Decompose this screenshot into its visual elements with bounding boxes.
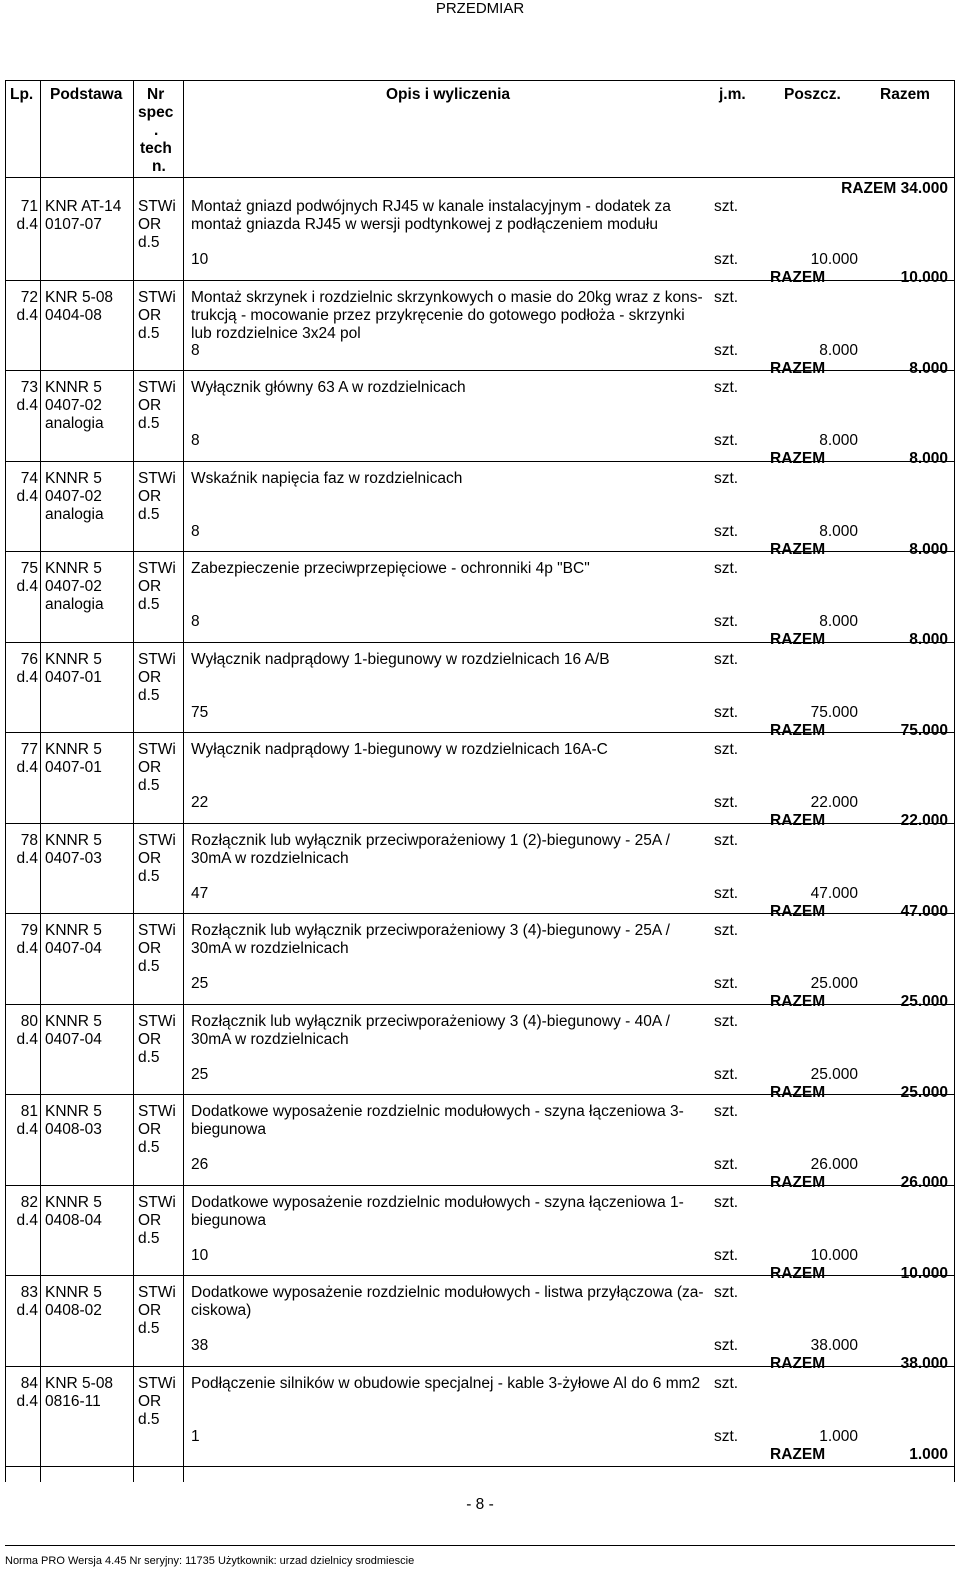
item-spec: d.5 xyxy=(138,1320,160,1338)
total-label: RAZEM xyxy=(770,1446,826,1463)
item-number-suffix: d.4 xyxy=(16,669,38,687)
item-description: Wyłącznik nadprądowy 1-biegunowy w rozdzielnicach 16 A/B xyxy=(191,651,610,668)
row-separator xyxy=(5,1366,955,1367)
partial-quantity: 47.000 xyxy=(810,885,858,902)
row-separator xyxy=(5,732,955,733)
calc-quantity: 25 xyxy=(191,975,209,992)
total-label: RAZEM xyxy=(770,1265,826,1282)
item-spec: STWi xyxy=(138,560,176,577)
item-basis: KNNR 5 xyxy=(45,1013,102,1030)
item-description: Rozłącznik lub wyłącznik przeciwporażeniowy 3 (4)-biegunowy - 25A / xyxy=(191,922,670,939)
total-label: RAZEM xyxy=(770,541,826,558)
item-number: 82 xyxy=(20,1194,38,1211)
item-spec: d.5 xyxy=(138,325,160,343)
item-number-suffix: d.4 xyxy=(16,850,38,868)
total-value: 25.000 xyxy=(900,993,948,1010)
item-spec: STWi xyxy=(138,651,176,668)
item-number: 71 xyxy=(20,198,38,215)
row-separator xyxy=(5,913,955,914)
item-number: 77 xyxy=(20,741,38,758)
total-label: RAZEM xyxy=(770,812,826,829)
item-spec: STWi xyxy=(138,470,176,487)
partial-quantity: 26.000 xyxy=(810,1156,858,1173)
total-value: 25.000 xyxy=(900,1084,948,1101)
previous-total: RAZEM 34.000 xyxy=(841,180,948,197)
item-unit: szt. xyxy=(714,651,739,668)
item-spec: STWi xyxy=(138,379,176,396)
item-unit: szt. xyxy=(714,470,739,487)
calc-quantity: 8 xyxy=(191,432,200,449)
total-value: 10.000 xyxy=(900,1265,948,1282)
item-number: 72 xyxy=(20,289,38,306)
total-label: RAZEM xyxy=(770,903,826,920)
item-spec: d.5 xyxy=(138,687,160,705)
calc-quantity: 22 xyxy=(191,794,209,811)
total-label: RAZEM xyxy=(770,1174,826,1191)
item-description: biegunowa xyxy=(191,1212,266,1230)
item-number-suffix: d.4 xyxy=(16,307,38,325)
item-basis: 0407-03 xyxy=(45,850,102,868)
item-spec: STWi xyxy=(138,1103,176,1120)
calc-quantity: 10 xyxy=(191,251,209,268)
item-basis: KNNR 5 xyxy=(45,1194,102,1211)
total-value: 10.000 xyxy=(900,269,948,286)
item-number: 78 xyxy=(20,832,38,849)
calc-quantity: 1 xyxy=(191,1428,200,1445)
item-spec: d.5 xyxy=(138,1139,160,1157)
item-spec: OR xyxy=(138,1302,162,1320)
item-basis: KNNR 5 xyxy=(45,470,102,487)
page-number: - 8 - xyxy=(466,1496,494,1513)
item-description: Wyłącznik nadprądowy 1-biegunowy w rozdzielnicach 16A-C xyxy=(191,741,608,758)
item-spec: OR xyxy=(138,850,162,868)
row-separator xyxy=(5,823,955,824)
item-description: 30mA w rozdzielnicach xyxy=(191,1031,349,1049)
calc-unit: szt. xyxy=(714,885,739,902)
item-description: Wskaźnik napięcia faz w rozdzielnicach xyxy=(191,470,463,487)
item-description: Wyłącznik główny 63 A w rozdzielnicach xyxy=(191,379,466,396)
item-number-suffix: d.4 xyxy=(16,1393,38,1411)
item-basis: KNR 5-08 xyxy=(45,289,114,306)
item-spec: OR xyxy=(138,1121,162,1139)
calc-unit: szt. xyxy=(714,1156,739,1173)
item-spec: d.5 xyxy=(138,506,160,524)
item-basis: KNNR 5 xyxy=(45,560,102,577)
item-description: Podłączenie silników w obudowie specjalnej - kable 3-żyłowe Al do 6 mm2 xyxy=(191,1375,701,1392)
item-unit: szt. xyxy=(714,922,739,939)
partial-quantity: 8.000 xyxy=(819,432,858,449)
total-label: RAZEM xyxy=(770,722,826,739)
partial-quantity: 25.000 xyxy=(810,1066,858,1083)
item-description: Montaż skrzynek i rozdzielnic skrzynkowych o masie do 20kg wraz z kons- xyxy=(191,289,703,306)
item-spec: d.5 xyxy=(138,868,160,886)
calc-unit: szt. xyxy=(714,1247,739,1264)
item-spec: OR xyxy=(138,759,162,777)
item-basis: KNR 5-08 xyxy=(45,1375,114,1392)
header-lp: Lp. xyxy=(10,86,34,103)
calc-unit: szt. xyxy=(714,432,739,449)
row-separator xyxy=(5,1466,955,1467)
calc-unit: szt. xyxy=(714,523,739,540)
row-separator xyxy=(5,1094,955,1095)
item-basis: analogia xyxy=(45,506,104,524)
calc-unit: szt. xyxy=(714,1066,739,1083)
item-description: Zabezpieczenie przeciwprzepięciowe - ochronniki 4p "BC" xyxy=(191,560,590,577)
total-value: 1.000 xyxy=(909,1446,948,1463)
partial-quantity: 22.000 xyxy=(810,794,858,811)
item-number-suffix: d.4 xyxy=(16,1212,38,1230)
item-basis: 0407-01 xyxy=(45,759,102,777)
item-description: lub rozdzielnice 3x24 pol xyxy=(191,325,361,343)
item-number: 74 xyxy=(20,470,38,487)
calc-unit: szt. xyxy=(714,342,739,359)
item-spec: STWi xyxy=(138,1284,176,1301)
total-value: 8.000 xyxy=(909,450,948,467)
partial-quantity: 8.000 xyxy=(819,342,858,359)
item-number: 80 xyxy=(20,1013,38,1030)
item-spec: STWi xyxy=(138,922,176,939)
calc-quantity: 38 xyxy=(191,1337,209,1354)
total-value: 8.000 xyxy=(909,631,948,648)
partial-quantity: 10.000 xyxy=(810,251,858,268)
item-number: 79 xyxy=(20,922,38,939)
total-value: 75.000 xyxy=(900,722,948,739)
item-basis: 0407-04 xyxy=(45,1031,102,1049)
item-number-suffix: d.4 xyxy=(16,397,38,415)
item-basis: KNNR 5 xyxy=(45,922,102,939)
item-number: 81 xyxy=(20,1103,38,1120)
item-number: 84 xyxy=(20,1375,38,1392)
item-number-suffix: d.4 xyxy=(16,1121,38,1139)
item-number: 83 xyxy=(20,1284,38,1301)
item-basis: 0107-07 xyxy=(45,216,102,234)
calc-unit: szt. xyxy=(714,794,739,811)
item-unit: szt. xyxy=(714,741,739,758)
partial-quantity: 25.000 xyxy=(810,975,858,992)
total-value: 8.000 xyxy=(909,541,948,558)
partial-quantity: 8.000 xyxy=(819,613,858,630)
total-value: 38.000 xyxy=(900,1355,948,1372)
item-spec: OR xyxy=(138,216,162,234)
item-spec: STWi xyxy=(138,1013,176,1030)
header-opis: Opis i wyliczenia xyxy=(386,86,511,103)
item-spec: STWi xyxy=(138,1375,176,1392)
column-border xyxy=(183,80,184,1482)
calc-unit: szt. xyxy=(714,251,739,268)
item-spec: STWi xyxy=(138,741,176,758)
item-unit: szt. xyxy=(714,832,739,849)
item-basis: KNNR 5 xyxy=(45,651,102,668)
item-spec: d.5 xyxy=(138,958,160,976)
item-spec: OR xyxy=(138,578,162,596)
item-description: trukcją - mocowanie przez przykręcenie do gotowego podłoża - skrzynki xyxy=(191,307,685,325)
item-spec: OR xyxy=(138,488,162,506)
item-number-suffix: d.4 xyxy=(16,488,38,506)
total-label: RAZEM xyxy=(770,450,826,467)
item-spec: d.5 xyxy=(138,234,160,252)
total-label: RAZEM xyxy=(770,1355,826,1372)
item-basis: 0408-02 xyxy=(45,1302,102,1320)
item-description: Dodatkowe wyposażenie rozdzielnic modułowych - szyna łączeniowa 1- xyxy=(191,1194,684,1211)
total-value: 47.000 xyxy=(900,903,948,920)
item-description: biegunowa xyxy=(191,1121,266,1139)
item-unit: szt. xyxy=(714,379,739,396)
item-unit: szt. xyxy=(714,1194,739,1211)
calc-unit: szt. xyxy=(714,613,739,630)
calc-unit: szt. xyxy=(714,975,739,992)
item-spec: d.5 xyxy=(138,1411,160,1429)
item-number-suffix: d.4 xyxy=(16,1302,38,1320)
row-separator xyxy=(5,370,955,371)
partial-quantity: 75.000 xyxy=(810,704,858,721)
row-separator xyxy=(5,1275,955,1276)
item-basis: 0816-11 xyxy=(45,1393,101,1411)
item-basis: KNR AT-14 xyxy=(45,198,122,215)
calc-unit: szt. xyxy=(714,1428,739,1445)
item-spec: OR xyxy=(138,669,162,687)
item-number-suffix: d.4 xyxy=(16,940,38,958)
item-description: 30mA w rozdzielnicach xyxy=(191,850,349,868)
item-unit: szt. xyxy=(714,1375,739,1392)
table-top-border xyxy=(5,80,955,81)
item-description: Rozłącznik lub wyłącznik przeciwporażeniowy 1 (2)-biegunowy - 25A / xyxy=(191,832,670,849)
row-separator xyxy=(5,642,955,643)
item-description: montaż gniazda RJ45 w wersji podtynkowej z podłączeniem modułu xyxy=(191,216,658,234)
item-spec: OR xyxy=(138,1031,162,1049)
calc-quantity: 10 xyxy=(191,1247,209,1264)
item-unit: szt. xyxy=(714,560,739,577)
item-basis: analogia xyxy=(45,415,104,433)
footer-text: Norma PRO Wersja 4.45 Nr seryjny: 11735 Użytkownik: urzad dzielnicy srodmiescie xyxy=(5,1555,415,1567)
item-basis: 0407-02 xyxy=(45,578,102,596)
item-basis: 0404-08 xyxy=(45,307,102,325)
row-separator xyxy=(5,280,955,281)
total-value: 26.000 xyxy=(900,1174,948,1191)
row-separator xyxy=(5,461,955,462)
item-spec: STWi xyxy=(138,832,176,849)
item-spec: d.5 xyxy=(138,777,160,795)
partial-quantity: 8.000 xyxy=(819,523,858,540)
item-spec: d.5 xyxy=(138,1230,160,1248)
item-number-suffix: d.4 xyxy=(16,759,38,777)
header-podstawa: Podstawa xyxy=(50,86,123,103)
header-poszcz: Poszcz. xyxy=(784,86,841,103)
header-nr-spec-3: . xyxy=(154,122,159,139)
item-basis: 0407-04 xyxy=(45,940,102,958)
item-spec: d.5 xyxy=(138,596,160,614)
item-basis: 0408-03 xyxy=(45,1121,102,1139)
partial-quantity: 38.000 xyxy=(810,1337,858,1354)
item-spec: OR xyxy=(138,1393,162,1411)
item-number: 75 xyxy=(20,560,38,577)
calc-quantity: 8 xyxy=(191,523,200,540)
item-spec: d.5 xyxy=(138,415,160,433)
item-description: Dodatkowe wyposażenie rozdzielnic modułowych - szyna łączeniowa 3- xyxy=(191,1103,684,1120)
header-nr-spec-2: spec xyxy=(138,104,174,121)
document-title: PRZEDMIAR xyxy=(435,0,525,17)
total-label: RAZEM xyxy=(770,631,826,648)
header-bottom-border xyxy=(5,177,955,178)
item-spec: OR xyxy=(138,1212,162,1230)
item-spec: OR xyxy=(138,307,162,325)
calc-quantity: 75 xyxy=(191,704,209,721)
item-basis: 0408-04 xyxy=(45,1212,102,1230)
header-jm: j.m. xyxy=(719,86,746,103)
item-description: 30mA w rozdzielnicach xyxy=(191,940,349,958)
total-value: 22.000 xyxy=(900,812,948,829)
calc-quantity: 47 xyxy=(191,885,209,902)
item-unit: szt. xyxy=(714,1013,739,1030)
item-basis: analogia xyxy=(45,596,104,614)
item-description: Rozłącznik lub wyłącznik przeciwporażeniowy 3 (4)-biegunowy - 40A / xyxy=(191,1013,670,1030)
partial-quantity: 1.000 xyxy=(819,1428,858,1445)
item-basis: KNNR 5 xyxy=(45,379,102,396)
column-border xyxy=(954,80,955,1482)
item-unit: szt. xyxy=(714,1103,739,1120)
calc-quantity: 26 xyxy=(191,1156,209,1173)
item-number: 73 xyxy=(20,379,38,396)
item-basis: 0407-02 xyxy=(45,488,102,506)
row-separator xyxy=(5,1004,955,1005)
column-border xyxy=(133,80,134,1482)
item-number-suffix: d.4 xyxy=(16,578,38,596)
footer-rule xyxy=(5,1545,955,1546)
row-separator xyxy=(5,551,955,552)
calc-unit: szt. xyxy=(714,1337,739,1354)
item-unit: szt. xyxy=(714,1284,739,1301)
item-spec: STWi xyxy=(138,198,176,215)
item-description: ciskowa) xyxy=(191,1302,252,1320)
header-razem: Razem xyxy=(880,86,930,103)
item-number-suffix: d.4 xyxy=(16,216,38,234)
item-number-suffix: d.4 xyxy=(16,1031,38,1049)
item-spec: d.5 xyxy=(138,1049,160,1067)
header-nr-spec-1: Nr xyxy=(147,86,165,103)
item-basis: 0407-01 xyxy=(45,669,102,687)
item-basis: KNNR 5 xyxy=(45,1103,102,1120)
total-label: RAZEM xyxy=(770,993,826,1010)
item-basis: 0407-02 xyxy=(45,397,102,415)
item-spec: STWi xyxy=(138,1194,176,1211)
total-value: 8.000 xyxy=(909,360,948,377)
item-unit: szt. xyxy=(714,198,739,215)
item-description: Montaż gniazd podwójnych RJ45 w kanale instalacyjnym - dodatek za xyxy=(191,198,671,215)
column-border xyxy=(40,80,41,1482)
item-spec: OR xyxy=(138,940,162,958)
row-separator xyxy=(5,1185,955,1186)
calc-quantity: 8 xyxy=(191,613,200,630)
item-description: Dodatkowe wyposażenie rozdzielnic modułowych - listwa przyłączowa (za- xyxy=(191,1284,704,1301)
calc-unit: szt. xyxy=(714,704,739,721)
total-label: RAZEM xyxy=(770,1084,826,1101)
item-number: 76 xyxy=(20,651,38,668)
item-spec: STWi xyxy=(138,289,176,306)
item-basis: KNNR 5 xyxy=(45,1284,102,1301)
item-basis: KNNR 5 xyxy=(45,741,102,758)
partial-quantity: 10.000 xyxy=(810,1247,858,1264)
item-spec: OR xyxy=(138,397,162,415)
item-unit: szt. xyxy=(714,289,739,306)
header-nr-spec-5: n. xyxy=(152,158,166,175)
calc-quantity: 25 xyxy=(191,1066,209,1083)
header-nr-spec-4: tech xyxy=(140,140,172,157)
calc-quantity: 8 xyxy=(191,342,200,359)
total-label: RAZEM xyxy=(770,269,826,286)
total-label: RAZEM xyxy=(770,360,826,377)
item-basis: KNNR 5 xyxy=(45,832,102,849)
